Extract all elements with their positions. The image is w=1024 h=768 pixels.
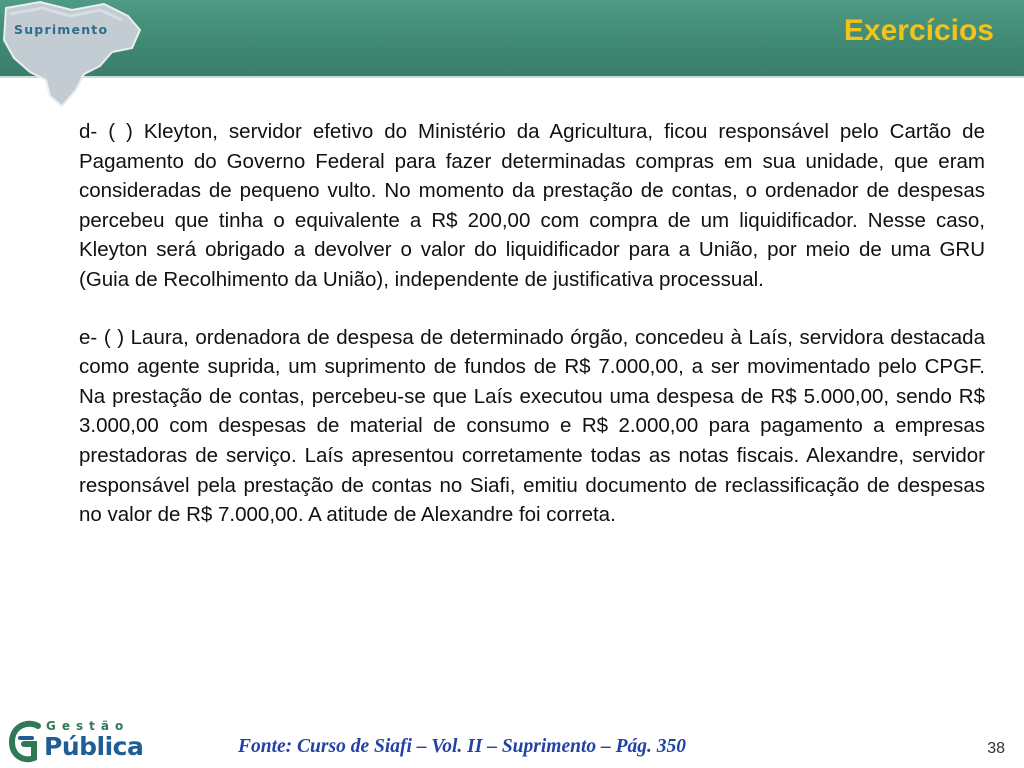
- gp-logo-line2: Pública: [44, 732, 144, 761]
- slide-title: Exercícios: [843, 14, 994, 47]
- logo-text: Suprimento: [14, 22, 109, 37]
- brazil-map-icon: [0, 0, 150, 112]
- suprimento-logo: [0, 0, 150, 112]
- gp-emblem-icon: [8, 720, 44, 764]
- exercise-d: d- ( ) Kleyton, servidor efetivo do Ministério da Agricultura, ficou responsável pelo Cartão de Pagamento do Governo Federal para fazer determinadas compras em sua unidade, que eram consideradas de pequeno vulto. No momento da prestação de contas, o ordenador de despesas percebeu que tinha o equivalente a R$ 200,00 com compra de um liquidificador. Nesse caso, Kleyton será obrigado a devolver o valor do liquidificador para a União, por meio de uma GRU (Guia de Recolhimento da União), independente de justificativa processual.: [79, 120, 985, 291]
- gestao-publica-logo: [4, 718, 144, 768]
- exercise-e: e- ( ) Laura, ordenadora de despesa de determinado órgão, concedeu à Laís, servidora destacada como agente suprida, um suprimento de fundos de R$ 7.000,00, a ser movimentado pelo CPGF. Na prestação de contas, percebeu-se que Laís executou uma despesa de R$ 5.000,00, sendo R$ 3.000,00 com despesas de material de consumo e R$ 2.000,00 para pagamento a empresas prestadoras de serviço. Laís apresentou corretamente todas as notas fiscais. Alexandre, servidor responsável pela prestação de contas no Siafi, emitiu documento de reclassificação de despesas no valor de R$ 7.000,00. A atitude de Alexandre foi correta.: [79, 325, 985, 527]
- gp-logo-line1: Gestão: [46, 719, 130, 733]
- source-citation: Fonte: Curso de Siafi – Vol. II – Suprimento – Pág. 350: [238, 736, 687, 757]
- exercise-content: [79, 117, 985, 530]
- page-number: 38: [987, 740, 1005, 757]
